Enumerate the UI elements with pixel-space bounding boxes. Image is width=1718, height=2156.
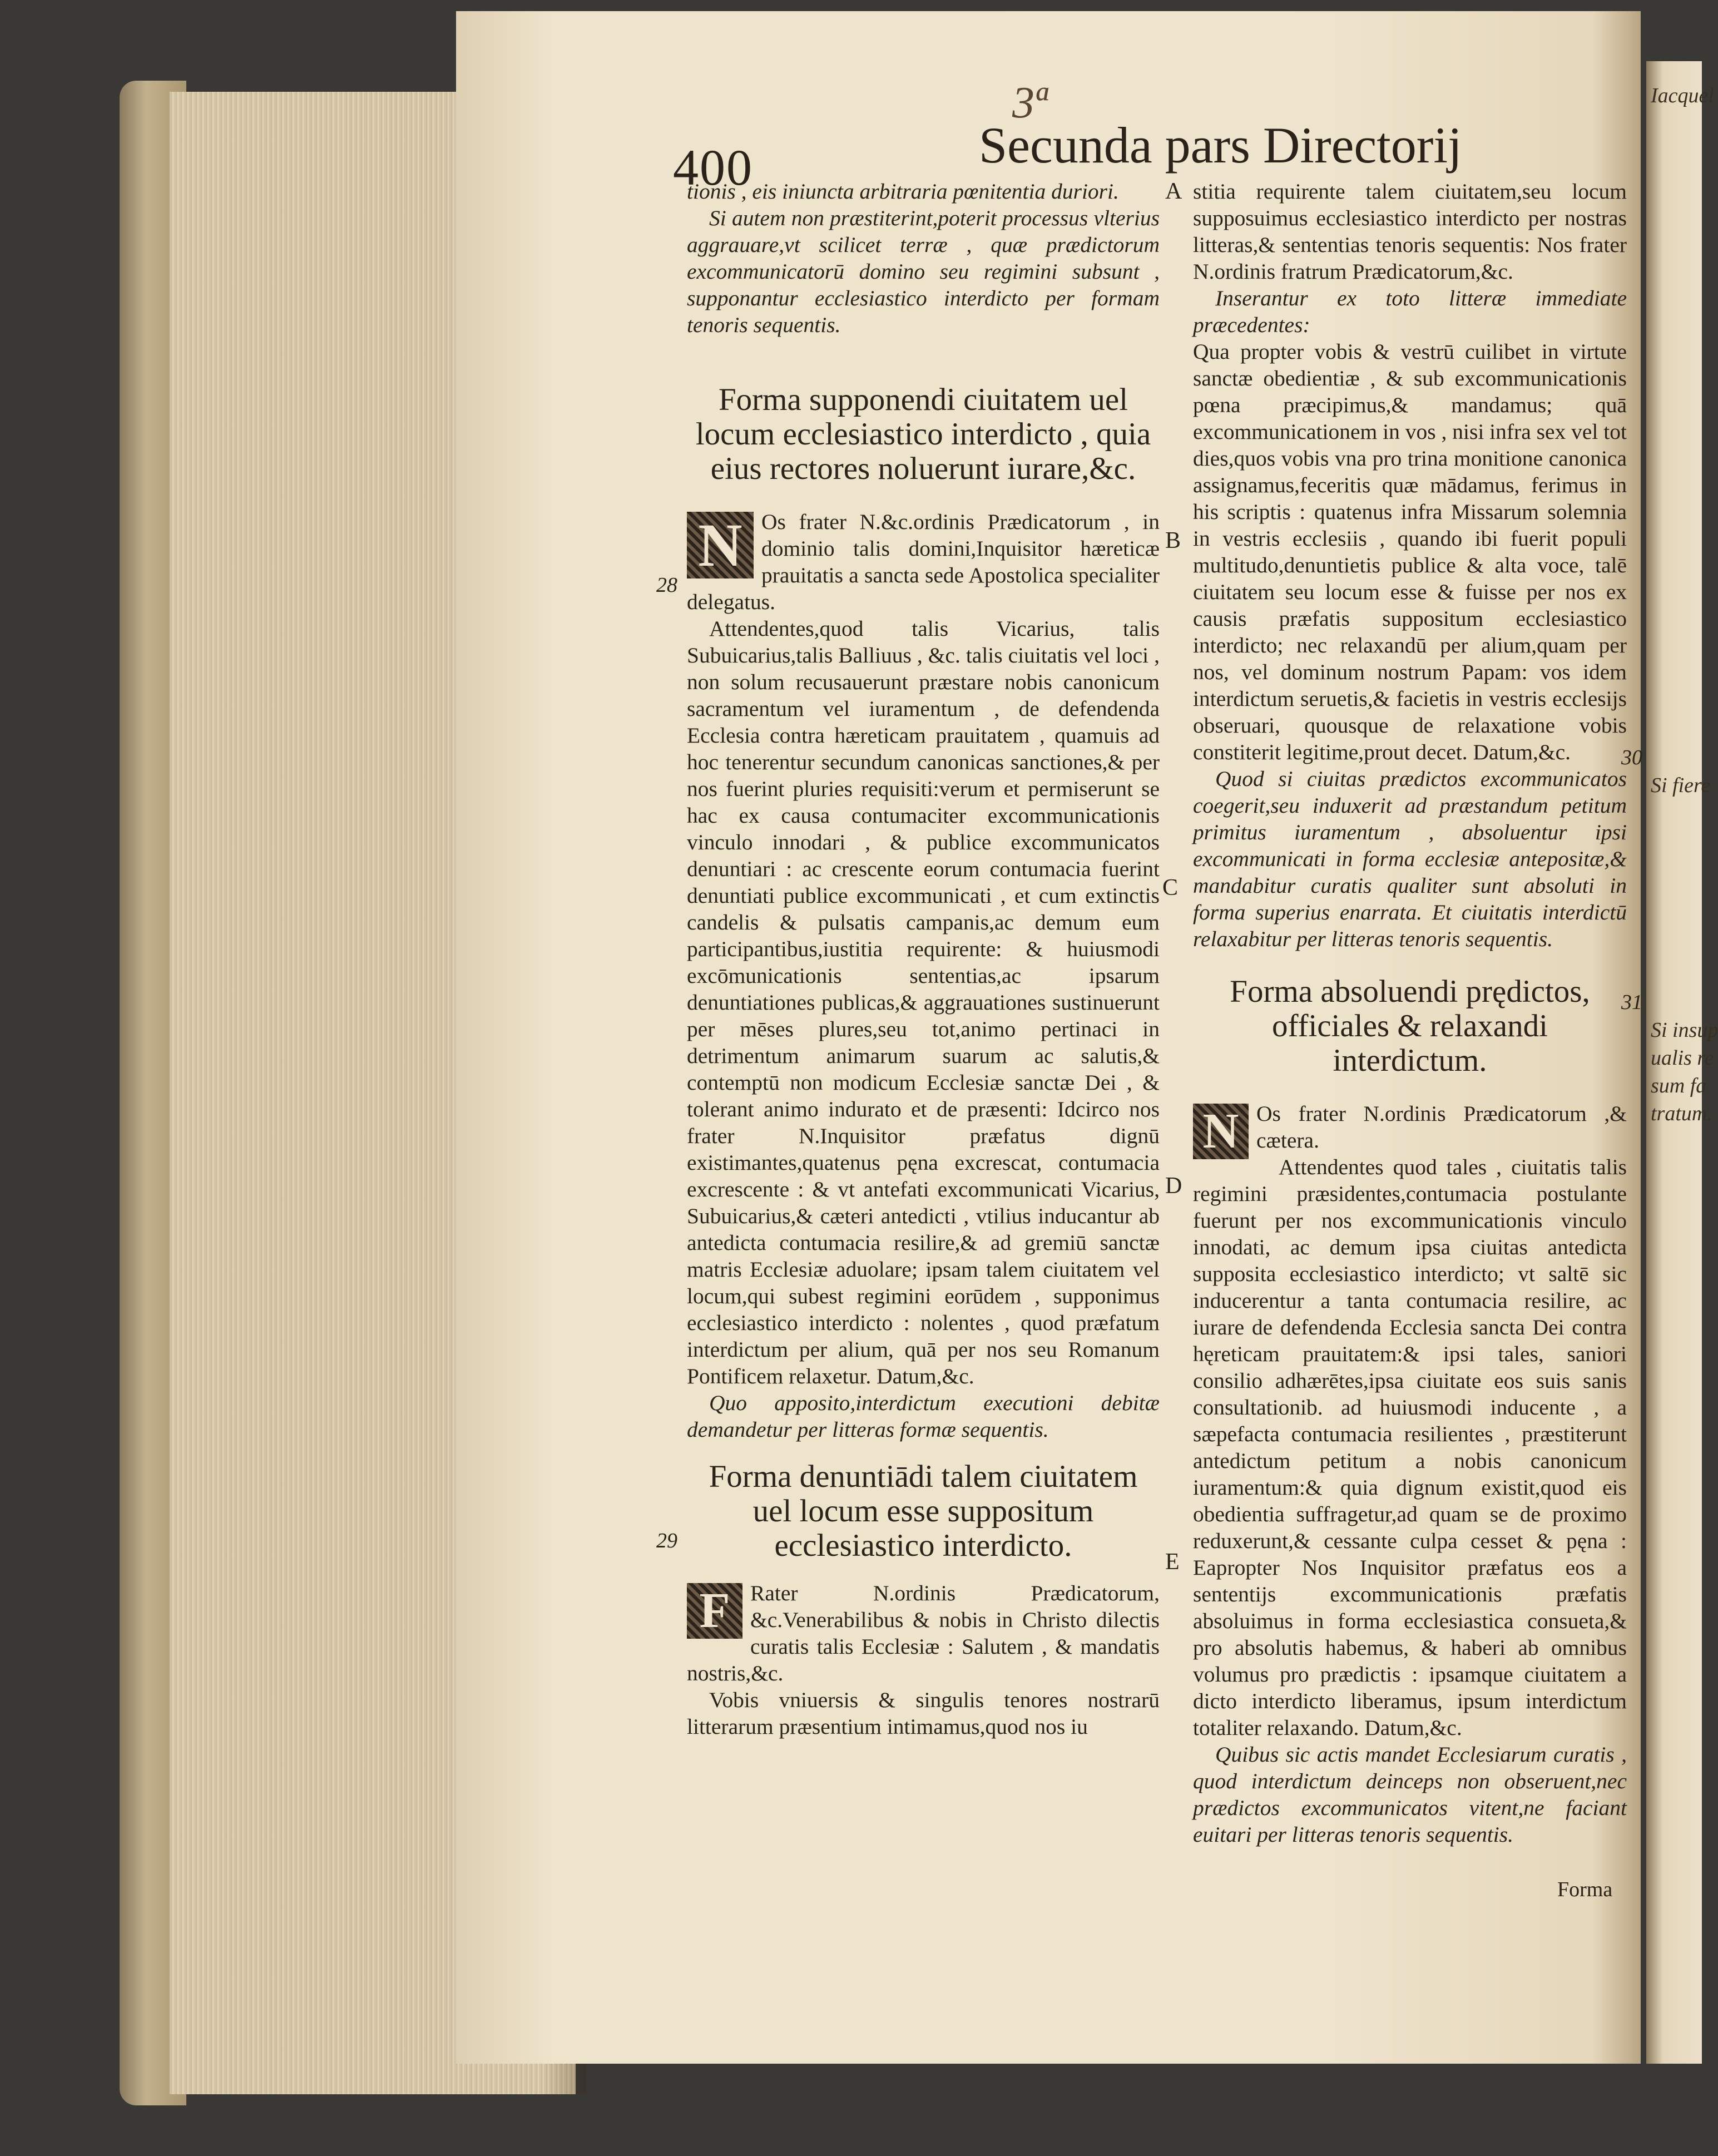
section-heading: Forma supponendi ciuitatem uel locum ecclesiastico interdicto , quia eius rectores noluerunt iurare,&c.: [695, 382, 1151, 486]
formula-paragraph: [1193, 1100, 1627, 1159]
margin-number: 28: [656, 573, 677, 597]
margin-number: 29: [656, 1529, 677, 1552]
adjacent-page-edge: [1646, 61, 1718, 2064]
adjacent-page-fragment: sum fa: [1651, 1074, 1707, 1097]
decorated-initial-icon: N: [687, 512, 754, 578]
text-paragraph: Quo apposito,interdictum executioni debitæ demandetur per litteras formæ sequentis.: [687, 1391, 1160, 1442]
adjacent-page-fragment: ualis re: [1651, 1046, 1714, 1070]
text-paragraph: Si autem non præstiterint,poterit processus vlterius aggrauare,vt scilicet terræ , quæ prædictorum excommunicatorū domino seu regimini subsunt , supponantur ecclesiastico interdicto per formam tenoris sequentis.: [687, 206, 1160, 337]
text-paragraph: Quod si ciuitas prædictos excommunicatos coegerit,seu induxerit ad præstandum petitum primitus iuramentum , absoluentur ipsi excommunicati in forma ecclesiæ antepositæ,& mandabitur curatis qualiter sunt absoluti in forma superius enarrata. Et ciuitatis interdictū relaxabitur per litteras tenoris sequentis.: [1193, 767, 1627, 951]
decorated-initial-icon: F: [687, 1583, 742, 1639]
formula-text: Rater N.ordinis Prædicatorum, &c.Venerabilibus & nobis in Christo dilectis curatis talis Ecclesiæ : Salutem , & mandatis nostris,&c.: [687, 1581, 1160, 1685]
text-intro: tionis , eis iniuncta arbitraria pœnitentia duriori.: [687, 179, 1119, 204]
adjacent-page-fragment: tratum.: [1651, 1102, 1712, 1125]
decorated-initial-icon: N: [1193, 1104, 1249, 1159]
adjacent-page-fragment: Si fiere: [1651, 774, 1711, 797]
formula-paragraph: [687, 508, 1160, 615]
margin-letter-c: C: [1162, 875, 1179, 901]
body-text: Qua propter vobis & vestrū cuilibet in virtute sanctæ obedientiæ , & sub excommunicationis pœna præcipimus,& mandamus; quā excommunicationem in vos , nisi infra sex vel tot dies,quos vobis vna pro trina monitione canonica assignamus,feceritis quæ mādamus, ferimus in his scriptis : quatenus infra Missarum solemnia in vestris ecclesiis , quando ibi fuerit populi multitudo,denuntietis publice & alta voce, talē ciuitatem seu locum esse & fuisse per nos ex causis præfatis suppositum ecclesiastico interdicto; nec relaxandū per alium,quam per nos, vel dominum nostrum Papam: vos idem interdictum seruetis,& facietis in vestris ecclesijs obseruari, quousque de relaxatione vobis constiterit legitime,prout decet. Datum,&c.: [1193, 339, 1627, 764]
margin-letter-a: A: [1165, 179, 1182, 204]
formula-text: Os frater N.ordinis Prædicatorum ,& cætera.: [1256, 1101, 1627, 1153]
formula-paragraph: [687, 1580, 1160, 1687]
body-text: stitia requirente talem ciuitatem,seu locum supposuimus ecclesiastico interdicto per nostras litteras,& sententias tenoris sequentis: Nos frater N.ordinis fratrum Prædicatorum,&c.: [1193, 179, 1627, 284]
margin-letter-e: E: [1165, 1549, 1180, 1575]
running-title: Secunda pars Directorij: [979, 117, 1462, 174]
section-heading: Forma denuntiādi talem ciuitatem uel locum esse suppositum ecclesiastico interdicto.: [709, 1459, 1138, 1563]
margin-number: 31: [1621, 991, 1642, 1014]
right-column: [1193, 178, 1627, 1848]
catchword: Forma: [1557, 1878, 1613, 1901]
folio-number: 400: [673, 139, 753, 196]
body-text: Attendentes quod tales , ciuitatis talis regimini præsidentes,contumacia postulante fuerunt per nos excommunicationis vinculo innodati, ac demum ipsa ciuitas antedicta supposita ecclesiastico interdicto; vt saltē sic inducerentur a tanta contumacia resilire, ac iurare de defendenda Ecclesia sancta Dei contra hęreticam prauitatem:& ipsi tales, saniori consilio adhærētes,ipsa ciuitate eos suis sanis consultationib. ad huiusmodi inducente , a sæpefacta contumacia resilientes , præstiterunt antedictum petitum a nobis canonicum iuramentum:& quia dignum existit,quod eis obedientia suffragetur,ad quam se de proximo reduxerunt,& cessante culpa cesset & pęna : Eapropter Nos Inquisitor præfatus eos a sententijs excommunicationis præfatis absoluimus in forma ecclesiastica consueta,& pro absolutis habemus, & haberi ab omnibus volumus pro prædictis : ipsamque ciuitatem a dicto interdicto liberamus, ipsum interdictum totaliter relaxando. Datum,&c.: [1193, 1155, 1627, 1740]
section-heading: Forma absoluendi prędictos, officiales & relaxandi interdictum.: [1230, 974, 1590, 1078]
body-text: Attendentes,quod talis Vicarius, talis Subuicarius,talis Balliuus , &c. talis ciuitatis vel loci , non solum recusauerunt præstare nobis canonicum sacramentum vel iuramentum , de defendenda Ecclesia contra hæreticam prauitatem , quamuis ad hoc tenerentur secundum canonicas sanctiones,& per nos fuerint pluries requisiti:verum et permiserunt se hac ex causa contumaciter excommunicationis vinculo innodari , & publice excommunicatos denuntiari : ac crescente eorum contumacia fuerint denuntiati publice excommunicati , et cum extinctis candelis & pulsatis campanis,ac demum eum participantibus,iustitia requirente: & huiusmodi excōmunicationis sententias,ac ipsarum denuntiationes publicas,& aggrauationes sustinuerunt per mēses plures,seu tot,animo pertinaci in detrimentum animarum suarum ac salutis,& contemptū non modicum Ecclesiæ sanctæ Dei , & tolerant animo indurato et de præsenti: Idcirco nos frater N.Inquisitor præfatus dignū existimantes,quatenus pęna excrescat, contumacia excrescente : & vt antefati excommunicati Vicarius, Subuicarius,& cæteri antedicti , vtilius inducantur ab antedicta contumacia resilire,& ad gremiū sanctæ matris Ecclesiæ aduolare; ipsam talem ciuitatem vel locum,qui subest regimini eorūdem , supponimus ecclesiastico interdicto : nolentes , quod præfatum interdictum per alium, quā per nos seu Romanum Pontificem relaxetur. Datum,&c.: [687, 616, 1160, 1388]
handwritten-mark: 3ª: [1012, 78, 1047, 127]
text-paragraph: Quibus sic actis mandet Ecclesiarum curatis , quod interdictum deinceps non obseruent,nec prædictos excommunicatos vitent,ne faciant euitari per litteras tenoris sequentis.: [1193, 1742, 1627, 1847]
margin-number: 30: [1621, 746, 1642, 769]
margin-letter-b: B: [1165, 528, 1181, 553]
text-paragraph: Inserantur ex toto litteræ immediate præcedentes:: [1193, 286, 1627, 337]
body-text: Vobis vniuersis & singulis tenores nostrarū litterarum præsentium intimamus,quod nos iu: [687, 1688, 1160, 1739]
left-column: [687, 178, 1160, 1740]
adjacent-page-fragment: Iacquel: [1651, 84, 1714, 107]
margin-letter-d: D: [1165, 1173, 1182, 1199]
adjacent-page-fragment: Si insup: [1651, 1018, 1718, 1042]
formula-text: Os frater N.&c.ordinis Prædicatorum , in dominio talis domini,Inquisitor hæreticæ prauitatis a sancta sede Apostolica specialiter delegatus.: [687, 510, 1160, 614]
